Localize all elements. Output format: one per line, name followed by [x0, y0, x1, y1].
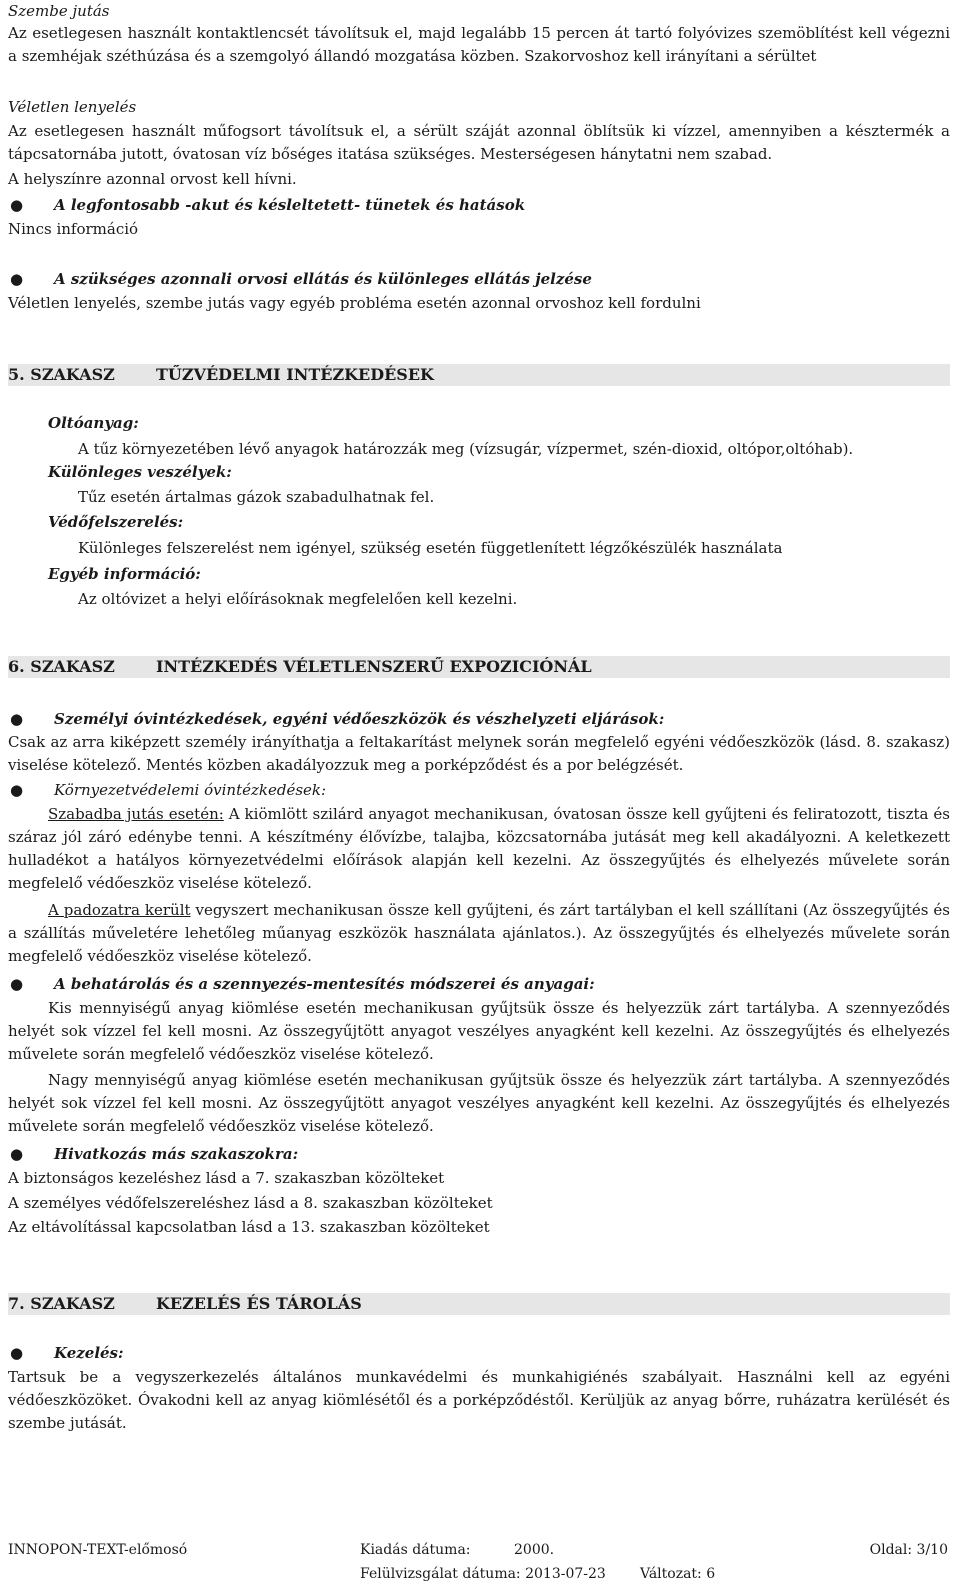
- bullet-label: A legfontosabb -akut és késleltetett- tünetek és hatások: [54, 196, 526, 214]
- references-bullet: [8, 1143, 950, 1166]
- section-title: KEZELÉS ÉS TÁROLÁS: [156, 1294, 362, 1313]
- bullet-label: Hivatkozás más szakaszokra:: [54, 1145, 299, 1163]
- reference-line: Az eltávolítással kapcsolatban lásd a 13. szakaszban közölteket: [8, 1218, 490, 1236]
- outdoor-spill-text: [8, 803, 950, 895]
- small-spill-text: Kis mennyiségű anyag kiömlése esetén mechanikusan gyűjtsük össze és helyezzük zárt tartályba. A szennyeződés helyét sok vízzel fel kell mosni. Az összegyűjtött anyagot veszélyes anyagként kell kezelni. Az összegyűjtés és elhelyezés művelete során megfelelő védőeszköz viselése kötelező.: [8, 999, 950, 1063]
- ingest-heading: Véletlen lenyelés: [8, 98, 137, 116]
- large-spill-text: Nagy mennyiségű anyag kiömlése esetén mechanikusan gyűjtsük össze és helyezzük zárt tartályba. A szennyeződés helyét sok vízzel fel kell mosni. Az összegyűjtött anyagot veszélyes anyagként kell kezelni. Az összegyűjtés és elhelyezés művelete során megfelelő védőeszköz viselése kötelező.: [8, 1071, 950, 1135]
- bullet-icon: ●: [10, 270, 24, 288]
- bullet-icon: ●: [10, 975, 24, 993]
- hazards-label: Különleges veszélyek:: [48, 463, 232, 481]
- bullet-icon: ●: [10, 1145, 24, 1163]
- floor-spill-label: A padozatra került: [48, 901, 191, 919]
- personal-precautions-text: Csak az arra kiképzett személy irányíthatja a feltakarítást melynek során megfelelő egyéni védőeszközök (lásd. 8. szakasz) viselése kötelező. Mentés közben akadályozzuk meg a porképződést és a por belégzését.: [8, 733, 950, 774]
- eye-text: Az esetlegesen használt kontaktlencsét távolítsuk el, majd legalább 15 percen át tartó folyóvizes szemöblítést kell végezni a szemhéjak széthúzása és a szemgolyó állandó mozgatása közben. Szakorvoshoz kell irányítani a sérültet: [8, 24, 950, 65]
- bullet-icon: ●: [10, 710, 24, 728]
- symptoms-text: Nincs információ: [8, 220, 139, 238]
- section-title: INTÉZKEDÉS VÉLETLENSZERŰ EXPOZICIÓNÁL: [156, 657, 592, 676]
- floor-spill-body: vegyszert mechanikusan össze kell gyűjteni, és zárt tartályban el kell szállítani (Az összegyűjtés és a szállítás műveletére lehetőleg műanyag eszközök használata ajánlatos.). Az összegyűjtés és elhelyezés művelete során megfelelő védőeszköz viselése kötelező.: [8, 901, 951, 965]
- protective-label: Védőfelszerelés:: [48, 513, 184, 531]
- protective-text: Különleges felszerelést nem igényel, szükség esetén függetlenített légzőkészülék használata: [78, 539, 783, 557]
- footer-version: Változat: 6: [640, 1566, 716, 1582]
- bullet-label: Személyi óvintézkedések, egyéni védőeszközök és vészhelyzeti eljárások:: [54, 710, 665, 728]
- reference-line: A személyes védőfelszereléshez lásd a 8. szakaszban közölteket: [8, 1194, 493, 1212]
- bullet-icon: ●: [10, 781, 24, 799]
- other-info-text: Az oltóvizet a helyi előírásoknak megfelelően kell kezelni.: [78, 590, 518, 608]
- outdoor-spill-body: A kiömlött szilárd anyagot mechanikusan, óvatosan össze kell gyűjteni és feliratozott, tiszta és száraz jól záró edénybe tenni. A készítmény élővízbe, talajba, közcsatornába jutását meg kell akadályozni. A keletkezett hulladékot a hatályos környezetvédelmi előírások alapján kell kezelni. Az összegyűjtés és elhelyezés művelete során megfelelő védőeszköz viselése kötelező.: [8, 805, 950, 892]
- care-bullet: [8, 268, 950, 291]
- section-number: 5. SZAKASZ: [8, 365, 115, 384]
- floor-spill-text: [8, 899, 950, 968]
- footer-issue-value: 2000.: [514, 1542, 555, 1558]
- handling-text: Tartsuk be a vegyszerkezelés általános munkavédelmi és munkahigiénés szabályait. Használni kell az egyéni védőeszközöket. Óvakodni kell az anyag kiömlésétől és a porképződéstől. Kerüljük az anyag bőrre, ruházatra kerülését és szembe jutását.: [8, 1368, 950, 1432]
- outdoor-spill-label: Szabadba jutás esetén:: [48, 805, 224, 823]
- eye-heading: Szembe jutás: [8, 2, 110, 20]
- footer-page-number: Oldal: 3/10: [869, 1542, 948, 1558]
- section-number: 7. SZAKASZ: [8, 1294, 115, 1313]
- handling-bullet: [8, 1342, 950, 1365]
- containment-bullet: [8, 973, 950, 996]
- hazards-text: Tűz esetén ártalmas gázok szabadulhatnak fel.: [78, 488, 435, 506]
- footer-review-date: Felülvizsgálat dátuma: 2013-07-23: [360, 1566, 606, 1582]
- personal-precautions-bullet: [8, 708, 950, 731]
- bullet-label: A behatárolás és a szennyezés-mentesítés módszerei és anyagai:: [54, 975, 595, 993]
- bullet-label: Környezetvédelemi óvintézkedések:: [54, 781, 327, 799]
- section-title: TŰZVÉDELMI INTÉZKEDÉSEK: [156, 365, 434, 384]
- other-info-label: Egyéb információ:: [48, 565, 201, 583]
- environmental-bullet: [8, 779, 950, 802]
- ingest-text-2: A helyszínre azonnal orvost kell hívni.: [8, 170, 297, 188]
- footer-issue-label: Kiadás dátuma:: [360, 1542, 471, 1558]
- footer-product: INNOPON-TEXT-előmosó: [8, 1542, 188, 1558]
- section-6-header: [8, 656, 950, 678]
- care-text: Véletlen lenyelés, szembe jutás vagy egyéb probléma esetén azonnal orvoshoz kell fordulni: [8, 294, 701, 312]
- bullet-icon: ●: [10, 196, 24, 214]
- section-7-header: [8, 1293, 950, 1315]
- symptoms-bullet: [8, 194, 950, 217]
- extinguisher-label: Oltóanyag:: [48, 414, 139, 432]
- extinguisher-text: A tűz környezetében lévő anyagok határozzák meg (vízsugár, vízpermet, szén-dioxid, oltópor,oltóhab).: [78, 440, 854, 458]
- reference-line: A biztonságos kezeléshez lásd a 7. szakaszban közölteket: [8, 1169, 445, 1187]
- bullet-label: A szükséges azonnali orvosi ellátás és különleges ellátás jelzése: [54, 270, 592, 288]
- bullet-icon: ●: [10, 1344, 24, 1362]
- ingest-text: Az esetlegesen használt műfogsort távolítsuk el, a sérült száját azonnal öblítsük ki vízzel, amennyiben a késztermék a tápcsatornába jutott, óvatosan víz bőséges itatása szükséges. Mesterségesen hánytatni nem szabad.: [8, 122, 950, 163]
- section-number: 6. SZAKASZ: [8, 657, 115, 676]
- section-5-header: [8, 364, 950, 386]
- bullet-label: Kezelés:: [54, 1344, 124, 1362]
